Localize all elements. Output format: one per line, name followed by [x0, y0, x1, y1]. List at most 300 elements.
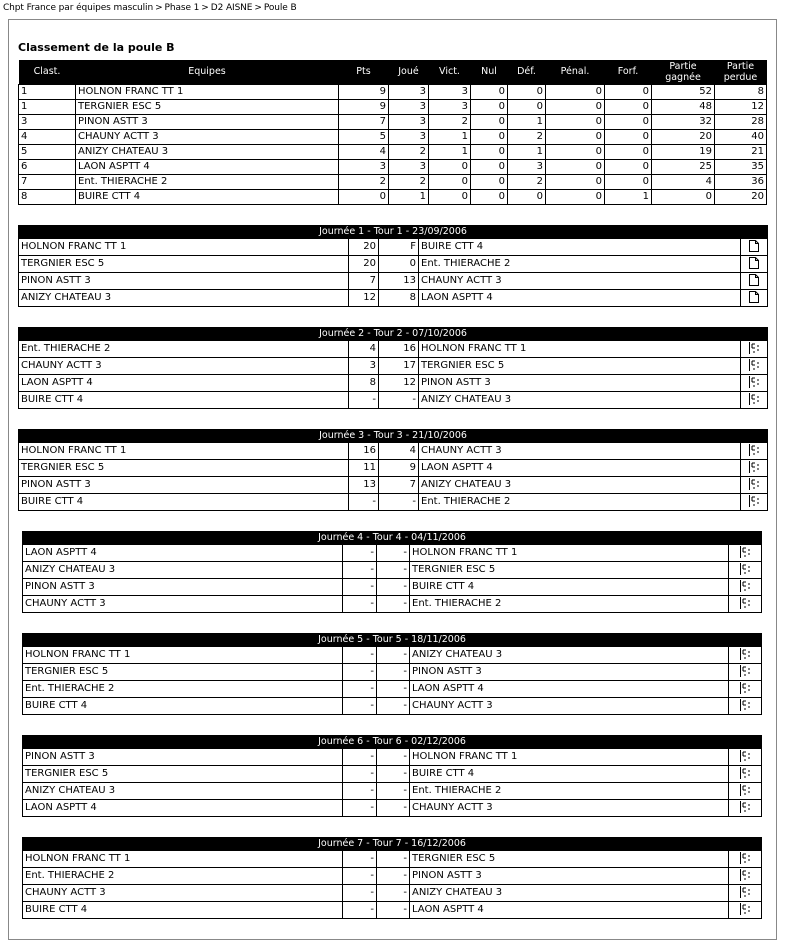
- away-team[interactable]: PINON ASTT 3: [419, 375, 741, 392]
- standings-cell: 20: [715, 189, 767, 204]
- away-score: -: [377, 562, 410, 579]
- away-team[interactable]: PINON ASTT 3: [410, 664, 729, 681]
- home-score: -: [343, 562, 377, 579]
- match-result-link[interactable]: [729, 579, 762, 596]
- away-score: -: [377, 596, 410, 613]
- result-icon: [739, 904, 751, 915]
- match-result-link[interactable]: [741, 392, 768, 409]
- standings-cell: 0: [471, 114, 508, 129]
- match-result-link[interactable]: [729, 664, 762, 681]
- away-team[interactable]: ANIZY CHATEAU 3: [410, 885, 729, 902]
- standings-cell: 0: [546, 174, 605, 189]
- home-score: -: [343, 868, 377, 885]
- away-score: -: [377, 545, 410, 562]
- match-result-link[interactable]: [741, 477, 768, 494]
- home-team[interactable]: CHAUNY ACTT 3: [23, 885, 343, 902]
- away-score: 7: [379, 477, 419, 494]
- standings-cell: 1: [508, 144, 546, 159]
- document-icon: [749, 241, 759, 252]
- standings-cell: 0: [605, 144, 652, 159]
- standings-row: [19, 144, 767, 159]
- match-row: [19, 494, 768, 511]
- standings-cell: 0: [471, 174, 508, 189]
- away-team[interactable]: Ent. THIERACHE 2: [410, 783, 729, 800]
- away-team[interactable]: LAON ASPTT 4: [410, 681, 729, 698]
- standings-cell: 7: [19, 174, 76, 189]
- standings-cell: 0: [546, 159, 605, 174]
- breadcrumb-separator: >: [155, 3, 163, 13]
- standings-cell: 2: [508, 174, 546, 189]
- standings-cell: 4: [339, 144, 389, 159]
- result-icon: [748, 360, 760, 371]
- home-team[interactable]: HOLNON FRANC TT 1: [19, 239, 349, 256]
- team-name[interactable]: TERGNIER ESC 5: [76, 99, 339, 114]
- home-team[interactable]: ANIZY CHATEAU 3: [19, 290, 349, 307]
- home-score: -: [349, 392, 379, 409]
- away-score: 12: [379, 375, 419, 392]
- away-score: -: [377, 800, 410, 817]
- home-team[interactable]: TERGNIER ESC 5: [23, 766, 343, 783]
- standings-cell: 28: [715, 114, 767, 129]
- home-score: -: [349, 494, 379, 511]
- home-team[interactable]: LAON ASPTT 4: [23, 800, 343, 817]
- team-name[interactable]: BUIRE CTT 4: [76, 189, 339, 204]
- match-row: [23, 902, 762, 919]
- standings-cell: 3: [389, 84, 429, 99]
- standings-header: Equipes: [76, 60, 339, 84]
- away-score: -: [379, 494, 419, 511]
- standings-cell: 0: [546, 189, 605, 204]
- away-team[interactable]: ANIZY CHATEAU 3: [419, 392, 741, 409]
- away-score: 16: [379, 341, 419, 358]
- journee-title: Journée 6 - Tour 6 - 02/12/2006: [23, 736, 762, 749]
- standings-cell: 8: [19, 189, 76, 204]
- match-result-link[interactable]: [741, 494, 768, 511]
- standings-cell: 0: [546, 84, 605, 99]
- standings-row: [19, 99, 767, 114]
- away-score: -: [377, 664, 410, 681]
- away-score: -: [377, 749, 410, 766]
- result-icon: [739, 564, 751, 575]
- match-result-link[interactable]: [729, 868, 762, 885]
- home-team[interactable]: PINON ASTT 3: [23, 579, 343, 596]
- standings-cell: 0: [508, 99, 546, 114]
- match-result-link[interactable]: [741, 358, 768, 375]
- home-score: -: [343, 902, 377, 919]
- standings-cell: 1: [429, 144, 471, 159]
- match-row: [23, 664, 762, 681]
- result-icon: [739, 581, 751, 592]
- match-sheet-link[interactable]: [741, 290, 768, 307]
- result-icon: [739, 598, 751, 609]
- standings-cell: 7: [339, 114, 389, 129]
- document-icon: [749, 275, 759, 286]
- standings-cell: 0: [605, 129, 652, 144]
- journee-table: [22, 735, 762, 817]
- standings-header: Partie gagnée: [652, 60, 715, 84]
- match-row: [19, 443, 768, 460]
- standings-cell: 0: [546, 144, 605, 159]
- result-icon: [748, 462, 760, 473]
- result-icon: [739, 666, 751, 677]
- home-team[interactable]: CHAUNY ACTT 3: [19, 358, 349, 375]
- away-team[interactable]: ANIZY CHATEAU 3: [410, 647, 729, 664]
- home-team[interactable]: HOLNON FRANC TT 1: [23, 647, 343, 664]
- standings-row: [19, 84, 767, 99]
- standings-cell: 2: [389, 144, 429, 159]
- home-score: -: [343, 664, 377, 681]
- home-score: 8: [349, 375, 379, 392]
- home-score: 3: [349, 358, 379, 375]
- away-score: -: [377, 698, 410, 715]
- standings-cell: 1: [508, 114, 546, 129]
- home-score: 11: [349, 460, 379, 477]
- away-team[interactable]: TERGNIER ESC 5: [419, 358, 741, 375]
- home-team[interactable]: HOLNON FRANC TT 1: [19, 443, 349, 460]
- standings-cell: 0: [605, 159, 652, 174]
- home-team[interactable]: Ent. THIERACHE 2: [19, 341, 349, 358]
- result-icon: [748, 445, 760, 456]
- match-row: [19, 358, 768, 375]
- match-row: [19, 341, 768, 358]
- match-result-link[interactable]: [729, 545, 762, 562]
- standings-cell: 3: [389, 129, 429, 144]
- standings-cell: 1: [429, 129, 471, 144]
- standings-cell: 40: [715, 129, 767, 144]
- away-team[interactable]: BUIRE CTT 4: [410, 766, 729, 783]
- match-result-link[interactable]: [741, 443, 768, 460]
- standings-cell: 3: [389, 114, 429, 129]
- result-icon: [748, 343, 760, 354]
- standings-header: Déf.: [508, 60, 546, 84]
- match-row: [23, 800, 762, 817]
- standings-cell: 8: [715, 84, 767, 99]
- standings-header: Partie perdue: [715, 60, 767, 84]
- standings-cell: 1: [605, 189, 652, 204]
- match-row: [23, 851, 762, 868]
- match-row: [23, 698, 762, 715]
- away-score: 9: [379, 460, 419, 477]
- away-team[interactable]: HOLNON FRANC TT 1: [410, 749, 729, 766]
- result-icon: [739, 785, 751, 796]
- home-score: -: [343, 766, 377, 783]
- match-result-link[interactable]: [729, 800, 762, 817]
- match-result-link[interactable]: [729, 902, 762, 919]
- away-team[interactable]: ANIZY CHATEAU 3: [419, 477, 741, 494]
- standings-cell: 0: [605, 99, 652, 114]
- result-icon: [739, 887, 751, 898]
- standings-cell: 3: [19, 114, 76, 129]
- standings-cell: 0: [605, 174, 652, 189]
- standings-cell: 48: [652, 99, 715, 114]
- away-team[interactable]: TERGNIER ESC 5: [410, 562, 729, 579]
- home-score: -: [343, 885, 377, 902]
- standings-cell: 2: [339, 174, 389, 189]
- result-icon: [748, 394, 760, 405]
- away-team[interactable]: LAON ASPTT 4: [419, 290, 741, 307]
- home-score: -: [343, 800, 377, 817]
- journee-title: Journée 4 - Tour 4 - 04/11/2006: [23, 532, 762, 545]
- home-score: -: [343, 783, 377, 800]
- standings-cell: 3: [508, 159, 546, 174]
- standings-cell: 9: [339, 84, 389, 99]
- standings-cell: 0: [508, 84, 546, 99]
- away-team[interactable]: CHAUNY ACTT 3: [410, 800, 729, 817]
- home-score: 20: [349, 239, 379, 256]
- standings-table: [18, 60, 767, 205]
- match-result-link[interactable]: [729, 647, 762, 664]
- standings-cell: 3: [429, 99, 471, 114]
- match-result-link[interactable]: [729, 766, 762, 783]
- standings-cell: 0: [605, 114, 652, 129]
- standings-cell: 0: [471, 84, 508, 99]
- away-score: -: [377, 885, 410, 902]
- team-name[interactable]: HOLNON FRANC TT 1: [76, 84, 339, 99]
- match-result-link[interactable]: [729, 596, 762, 613]
- team-name[interactable]: Ent. THIERACHE 2: [76, 174, 339, 189]
- journee-title: Journée 1 - Tour 1 - 23/09/2006: [19, 226, 768, 239]
- match-row: [23, 562, 762, 579]
- away-team[interactable]: CHAUNY ACTT 3: [410, 698, 729, 715]
- home-team[interactable]: ANIZY CHATEAU 3: [23, 783, 343, 800]
- home-team[interactable]: PINON ASTT 3: [23, 749, 343, 766]
- journee-table: [22, 633, 762, 715]
- away-team[interactable]: BUIRE CTT 4: [419, 239, 741, 256]
- away-team[interactable]: CHAUNY ACTT 3: [419, 273, 741, 290]
- home-team[interactable]: LAON ASPTT 4: [19, 375, 349, 392]
- standings-cell: 0: [605, 84, 652, 99]
- away-team[interactable]: HOLNON FRANC TT 1: [419, 341, 741, 358]
- match-result-link[interactable]: [741, 341, 768, 358]
- team-name[interactable]: LAON ASPTT 4: [76, 159, 339, 174]
- home-team[interactable]: CHAUNY ACTT 3: [23, 596, 343, 613]
- home-score: -: [343, 681, 377, 698]
- standings-cell: 20: [652, 129, 715, 144]
- match-row: [23, 766, 762, 783]
- match-result-link[interactable]: [741, 375, 768, 392]
- away-team[interactable]: Ent. THIERACHE 2: [419, 256, 741, 273]
- journee-title: Journée 2 - Tour 2 - 07/10/2006: [19, 328, 768, 341]
- away-team[interactable]: Ent. THIERACHE 2: [419, 494, 741, 511]
- away-team[interactable]: BUIRE CTT 4: [410, 579, 729, 596]
- standings-cell: 0: [429, 174, 471, 189]
- standings-header: Nul: [471, 60, 508, 84]
- standings-header: Pts: [339, 60, 389, 84]
- standings-cell: 32: [652, 114, 715, 129]
- match-sheet-link[interactable]: [741, 256, 768, 273]
- home-team[interactable]: BUIRE CTT 4: [23, 902, 343, 919]
- standings-cell: 0: [546, 129, 605, 144]
- standings-header: Vict.: [429, 60, 471, 84]
- away-score: 8: [379, 290, 419, 307]
- result-icon: [748, 377, 760, 388]
- match-row: [19, 256, 768, 273]
- result-icon: [748, 496, 760, 507]
- journee-table: [18, 225, 768, 307]
- standings-cell: 3: [389, 159, 429, 174]
- away-team[interactable]: Ent. THIERACHE 2: [410, 596, 729, 613]
- standings-cell: 0: [471, 189, 508, 204]
- match-sheet-link[interactable]: [741, 239, 768, 256]
- journee-title: Journée 5 - Tour 5 - 18/11/2006: [23, 634, 762, 647]
- home-score: -: [343, 596, 377, 613]
- standings-cell: 2: [429, 114, 471, 129]
- standings-row: [19, 114, 767, 129]
- home-team[interactable]: PINON ASTT 3: [19, 273, 349, 290]
- journee-table: [22, 837, 762, 919]
- away-score: 13: [379, 273, 419, 290]
- match-row: [23, 868, 762, 885]
- match-row: [23, 596, 762, 613]
- away-score: 4: [379, 443, 419, 460]
- match-result-link[interactable]: [729, 885, 762, 902]
- standings-cell: 6: [19, 159, 76, 174]
- page-title: Classement de la poule B: [18, 41, 175, 54]
- breadcrumb-item: Poule B: [263, 3, 297, 13]
- match-result-link[interactable]: [729, 749, 762, 766]
- match-row: [19, 273, 768, 290]
- home-team[interactable]: Ent. THIERACHE 2: [23, 681, 343, 698]
- team-name[interactable]: CHAUNY ACTT 3: [76, 129, 339, 144]
- document-icon: [749, 258, 759, 269]
- journee-title: Journée 7 - Tour 7 - 16/12/2006: [23, 838, 762, 851]
- result-icon: [739, 870, 751, 881]
- match-result-link[interactable]: [741, 460, 768, 477]
- match-row: [19, 290, 768, 307]
- breadcrumb-item[interactable]: D2 AISNE: [210, 3, 253, 13]
- result-icon: [739, 683, 751, 694]
- match-row: [19, 375, 768, 392]
- standings-header: Forf.: [605, 60, 652, 84]
- breadcrumb-separator: >: [201, 3, 209, 13]
- match-result-link[interactable]: [729, 851, 762, 868]
- standings-cell: 3: [389, 99, 429, 114]
- match-result-link[interactable]: [729, 681, 762, 698]
- standings-row: [19, 159, 767, 174]
- standings-cell: 0: [429, 159, 471, 174]
- standings-cell: 21: [715, 144, 767, 159]
- standings-cell: 5: [19, 144, 76, 159]
- away-score: 17: [379, 358, 419, 375]
- standings-row: [19, 174, 767, 189]
- standings-cell: 0: [429, 189, 471, 204]
- away-team[interactable]: CHAUNY ACTT 3: [419, 443, 741, 460]
- standings-cell: 0: [471, 144, 508, 159]
- home-team[interactable]: HOLNON FRANC TT 1: [23, 851, 343, 868]
- away-score: -: [377, 851, 410, 868]
- home-team[interactable]: BUIRE CTT 4: [19, 494, 349, 511]
- home-score: -: [343, 647, 377, 664]
- away-team[interactable]: LAON ASPTT 4: [419, 460, 741, 477]
- match-sheet-link[interactable]: [741, 273, 768, 290]
- home-team[interactable]: BUIRE CTT 4: [23, 698, 343, 715]
- match-row: [23, 647, 762, 664]
- breadcrumb-item[interactable]: Phase 1: [164, 3, 200, 13]
- standings-cell: 3: [339, 159, 389, 174]
- away-team[interactable]: PINON ASTT 3: [410, 868, 729, 885]
- away-score: -: [377, 681, 410, 698]
- home-score: -: [343, 698, 377, 715]
- standings-cell: 3: [429, 84, 471, 99]
- home-score: 7: [349, 273, 379, 290]
- home-score: 20: [349, 256, 379, 273]
- away-team[interactable]: TERGNIER ESC 5: [410, 851, 729, 868]
- away-score: -: [377, 868, 410, 885]
- home-team[interactable]: TERGNIER ESC 5: [19, 256, 349, 273]
- standings-cell: 25: [652, 159, 715, 174]
- home-team[interactable]: PINON ASTT 3: [19, 477, 349, 494]
- breadcrumb-item[interactable]: Chpt France par équipes masculin: [3, 3, 154, 13]
- standings-cell: 1: [389, 189, 429, 204]
- away-score: F: [379, 239, 419, 256]
- away-team[interactable]: LAON ASPTT 4: [410, 902, 729, 919]
- result-icon: [739, 768, 751, 779]
- team-name[interactable]: ANIZY CHATEAU 3: [76, 144, 339, 159]
- result-icon: [739, 802, 751, 813]
- standings-cell: 0: [652, 189, 715, 204]
- standings-cell: 0: [471, 99, 508, 114]
- home-team[interactable]: ANIZY CHATEAU 3: [23, 562, 343, 579]
- standings-cell: 0: [508, 189, 546, 204]
- standings-cell: 4: [652, 174, 715, 189]
- away-score: -: [377, 902, 410, 919]
- standings-cell: 35: [715, 159, 767, 174]
- result-icon: [739, 547, 751, 558]
- standings-header: Joué: [389, 60, 429, 84]
- home-score: -: [343, 579, 377, 596]
- home-team[interactable]: TERGNIER ESC 5: [23, 664, 343, 681]
- journee-title: Journée 3 - Tour 3 - 21/10/2006: [19, 430, 768, 443]
- away-team[interactable]: HOLNON FRANC TT 1: [410, 545, 729, 562]
- standings-cell: 0: [546, 114, 605, 129]
- match-row: [23, 885, 762, 902]
- home-team[interactable]: LAON ASPTT 4: [23, 545, 343, 562]
- standings-cell: 12: [715, 99, 767, 114]
- breadcrumb-separator: >: [254, 3, 262, 13]
- document-icon: [749, 292, 759, 303]
- standings-cell: 0: [546, 99, 605, 114]
- team-name[interactable]: PINON ASTT 3: [76, 114, 339, 129]
- away-score: -: [377, 766, 410, 783]
- standings-header: Clast.: [19, 60, 76, 84]
- journee-table: [18, 327, 768, 409]
- standings-cell: 4: [19, 129, 76, 144]
- result-icon: [739, 700, 751, 711]
- standings-cell: 0: [339, 189, 389, 204]
- breadcrumb: [3, 3, 297, 13]
- standings-cell: 0: [471, 159, 508, 174]
- away-score: -: [377, 783, 410, 800]
- result-icon: [748, 479, 760, 490]
- home-score: 13: [349, 477, 379, 494]
- standings-cell: 5: [339, 129, 389, 144]
- standings-cell: 9: [339, 99, 389, 114]
- match-result-link[interactable]: [729, 783, 762, 800]
- home-score: 4: [349, 341, 379, 358]
- home-score: 16: [349, 443, 379, 460]
- away-score: 0: [379, 256, 419, 273]
- home-team[interactable]: BUIRE CTT 4: [19, 392, 349, 409]
- match-result-link[interactable]: [729, 562, 762, 579]
- match-row: [19, 477, 768, 494]
- home-score: -: [343, 851, 377, 868]
- home-team[interactable]: TERGNIER ESC 5: [19, 460, 349, 477]
- standings-cell: 1: [19, 84, 76, 99]
- standings-cell: 36: [715, 174, 767, 189]
- home-team[interactable]: Ent. THIERACHE 2: [23, 868, 343, 885]
- match-result-link[interactable]: [729, 698, 762, 715]
- standings-cell: 0: [471, 129, 508, 144]
